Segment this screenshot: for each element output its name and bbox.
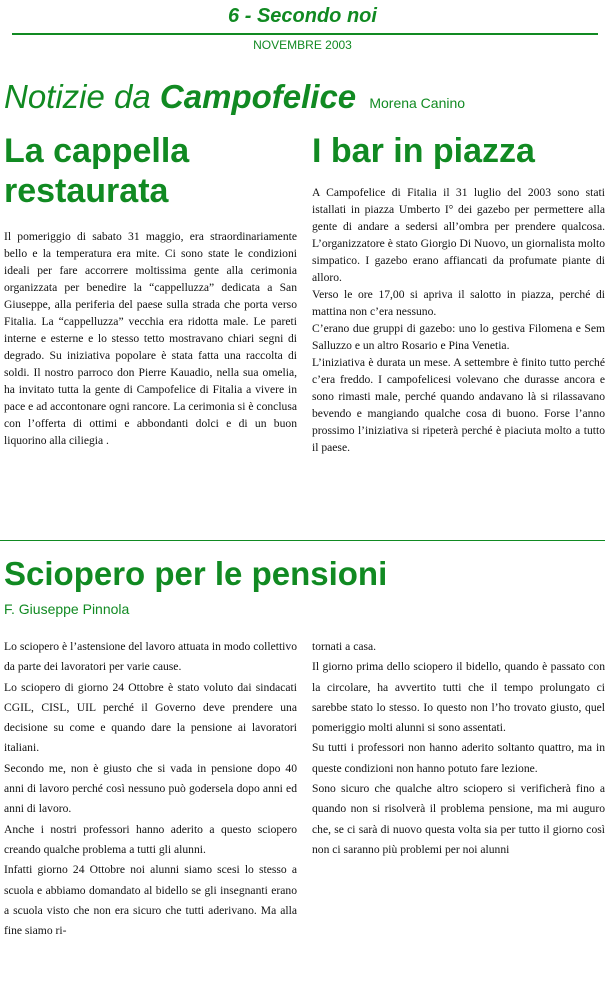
section-title-notizie [4, 78, 465, 116]
page-header-title: 6 - Secondo noi [228, 5, 377, 27]
article-body-sciopero-col2 [312, 637, 605, 987]
article-headline-cappella: La cappella restaurata [4, 132, 190, 210]
article-paragraph: Lo sciopero è l’astensione del lavoro attuata in modo collettivo da parte dei lavoratori per varie cause. [4, 640, 297, 674]
section-title-place: Campofelice [159, 78, 357, 115]
article-paragraph: Il giorno prima dello sciopero il bidello, quando è passato con la circolare, ha avvertito tutti che il tempo prolungato ci sarebbe stato lo stesso. Io questo non l’ho trovato giusto, quel pomeriggio molti alunni si sono assentati. [312, 660, 605, 735]
article-paragraph: C’erano due gruppi di gazebo: uno lo gestiva Filomena e Sem Salluzzo e un altro Rosario e Pina Venetia. [312, 322, 605, 352]
section-title-prefix: Notizie da [4, 78, 151, 115]
article-paragraph: A Campofelice di Fitalia il 31 luglio del 2003 sono stati istallati in piazza Umberto I° dei gazebo per permettere alla gente di andare a sedersi all’ombra per prendere qualcosa. L’organizzatore è stato Giorgio Di Nuovo, un giornalista molto simpatico. I gazebo erano affiancati da profumate piante di alloro. [312, 186, 605, 284]
article-paragraph: Sono sicuro che qualche altro sciopero si verificherà fino a quando non si risolverà il problema pensione, ma mi auguro che, se ci sarà di nuovo questa volta sia per tutto il giorno così non ci saranno più problemi per noi alunni [312, 782, 605, 856]
article-author-sciopero: F. Giuseppe Pinnola [4, 601, 130, 617]
section-divider [0, 540, 605, 541]
article-paragraph: Il pomeriggio di sabato 31 maggio, era straordinariamente bello e la temperatura era mite. Ci sono state le condizioni ideali per fare accorrere moltissima gente alla cerimonia organizzata per benedire la “cappelluzza” dedicata a San Giuseppe, alla periferia del paese sulla strada che porta verso Fitalia. La “cappelluzza” vecchia era ridotta male. Le pareti interne e esterne e lo stesso tetto mostravano chiari segni di degrado. Su iniziativa popolare è stata fatta una raccolta di soldi. Il nostro parroco don Pierre Kauadio, nella sua omelia, ha invitato tutta la gente di Campofelice di Fitalia a vivere in pace e ad accontonare ogni rancore. La cerimonia si è conclusa con l’offerta di ottimi e abbondanti dolci e di un buon liquorino alla ciliegia . [4, 230, 297, 447]
article-paragraph: Su tutti i professori non hanno aderito soltanto quattro, ma in queste condizioni non hanno potuto fare lezione. [312, 741, 605, 775]
article-body-bar [312, 184, 605, 504]
page-header [0, 0, 605, 60]
article-paragraph: Lo sciopero di giorno 24 Ottobre è stato voluto dai sindacati CGIL, CISL, UIL perché il Governo deve prendere una decisione su come e quando dare la pensione ai lavoratori italiani. [4, 680, 297, 755]
article-headline-sciopero: Sciopero per le pensioni [4, 555, 388, 592]
article-paragraph: Infatti giorno 24 Ottobre noi alunni siamo scesi lo stesso a scuola e abbiamo domandato al bidello se gli insegnanti erano a scuola visto che non era sicuro che tutti aderivano. Ma alla fine siamo ri- [4, 863, 297, 938]
header-rule [12, 33, 598, 35]
article-body-sciopero-col1 [4, 637, 297, 987]
article-paragraph: L’iniziativa è durata un mese. A settembre è finito tutto perché c’era freddo. I campofelicesi volevano che durasse ancora e sono rimasti male, perché quando andavano là si rilassavano bevendo e mangiando qualche cosa di buono. Forse l’anno prossimo l’iniziativa si ripeterà perché è piaciuta molto a tutto il paese. [312, 356, 605, 454]
article-paragraph: tornati a casa. [312, 640, 377, 653]
article-paragraph: Secondo me, non è giusto che si vada in pensione dopo 40 anni di lavoro perché così nessuno può godersela dopo anni ed anni di lavoro. [4, 761, 297, 816]
article-headline-bar: I bar in piazza [312, 132, 535, 170]
article-body-cappella [4, 228, 297, 498]
article-paragraph: Anche i nostri professori hanno aderito a questo sciopero creando qualche problema a tutti gli alunni. [4, 822, 297, 856]
issue-date: NOVEMBRE 2003 [253, 38, 352, 52]
section-author: Morena Canino [369, 95, 466, 111]
article-paragraph: Verso le ore 17,00 si apriva il salotto in piazza, perché di mattina non c’era nessuno. [312, 288, 605, 318]
